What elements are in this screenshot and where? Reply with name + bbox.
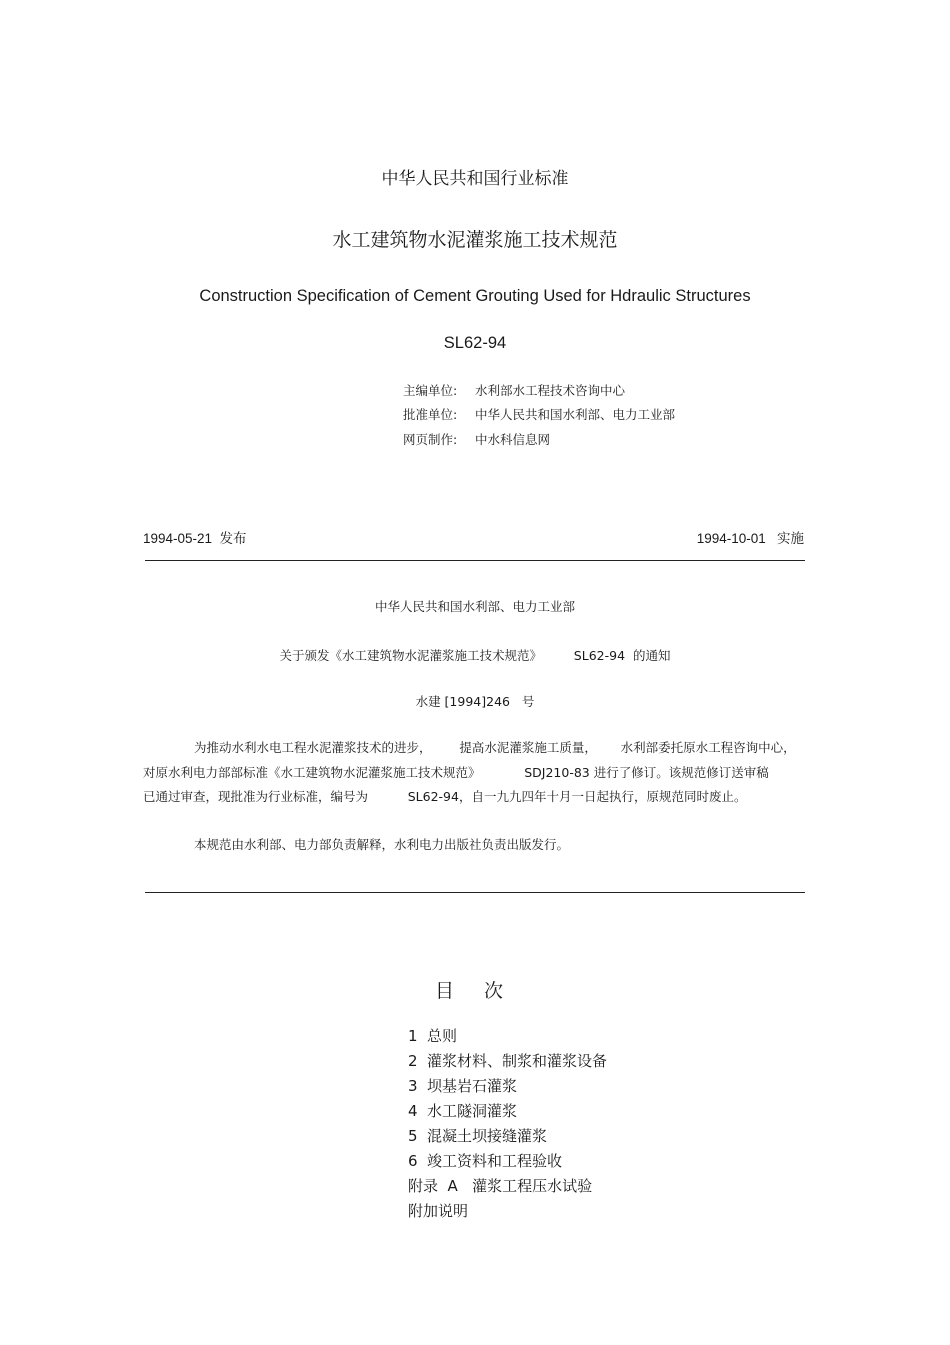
meta-label: 主编单位: <box>403 383 458 398</box>
meta-label: 批准单位: <box>403 407 458 422</box>
paragraph-line: 为推动水利水电工程水泥灌浆技术的进步， 提高水泥灌浆施工质量， 水利部委托原水工程咨询中心， <box>194 740 796 755</box>
effective-date: 1994-10-01 实施 <box>696 531 804 546</box>
toc-item-number: 2 <box>408 1052 418 1070</box>
toc-item-number: 4 <box>408 1102 418 1120</box>
paragraph-line: 对原水利电力部部标准《水工建筑物水泥灌浆施工技术规范》 SDJ210-83 进行了修订。该规范修订送审稿 <box>143 764 769 780</box>
meta-value: 水利部水工程技术咨询中心 <box>475 383 626 398</box>
table-of-contents <box>408 1024 607 1224</box>
paragraph-line: 已通过审查，现批准为行业标准，编号为 SL62-94，自一九九四年十月一日起执行，原规范同时废止。 <box>143 789 747 804</box>
notice-paragraph-1 <box>143 736 808 810</box>
divider-bottom <box>145 892 805 893</box>
meta-value: 中水科信息网 <box>475 432 551 447</box>
toc-item[interactable] <box>408 1074 607 1099</box>
toc-item[interactable] <box>408 1049 607 1074</box>
toc-item[interactable] <box>408 1124 607 1149</box>
toc-item-number: 5 <box>408 1127 418 1145</box>
divider-top <box>145 560 805 561</box>
toc-item-label: 水工隧洞灌浆 <box>427 1102 518 1120</box>
notice-paragraph-2 <box>143 833 808 858</box>
notice-subject: 关于颁发《水工建筑物水泥灌浆施工技术规范》 SL62-94 的通知 <box>279 648 671 663</box>
standard-category: 中华人民共和国行业标准 <box>381 169 569 189</box>
toc-item[interactable] <box>408 1149 607 1174</box>
meta-row-webpage <box>403 430 550 448</box>
paragraph-line: 本规范由水利部、电力部负责解释，水利电力出版社负责出版发行。 <box>194 837 570 852</box>
document-title-en: Construction Specification of Cement Grouting Used for Hdraulic Structures <box>199 287 751 305</box>
toc-item[interactable] <box>408 1024 607 1049</box>
toc-item-number: 1 <box>408 1027 418 1045</box>
meta-label: 网页制作: <box>403 432 458 447</box>
meta-row-approver <box>403 405 675 423</box>
toc-item-label: 坝基岩石灌浆 <box>427 1077 518 1095</box>
standard-code: SL62-94 <box>443 334 507 352</box>
toc-title: 目 次 <box>434 980 516 1002</box>
notice-issuer: 中华人民共和国水利部、电力工业部 <box>374 599 575 614</box>
toc-item-label: 总则 <box>427 1027 458 1045</box>
toc-item-label: 竣工资料和工程验收 <box>427 1152 563 1170</box>
toc-item-additional-notes[interactable]: 附加说明 <box>408 1202 469 1220</box>
issue-date: 1994-05-21 发布 <box>143 531 247 546</box>
toc-item-number: 6 <box>408 1152 418 1170</box>
document-title-cn: 水工建筑物水泥灌浆施工技术规范 <box>332 229 618 251</box>
toc-item-number: 3 <box>408 1077 418 1095</box>
toc-item-label: 灌浆材料、制浆和灌浆设备 <box>427 1052 608 1070</box>
toc-item-appendix[interactable]: 附录 A 灌浆工程压水试验 <box>408 1177 593 1195</box>
toc-item[interactable] <box>408 1099 607 1124</box>
meta-value: 中华人民共和国水利部、电力工业部 <box>475 407 676 422</box>
meta-row-editor <box>403 381 625 399</box>
toc-item-label: 混凝土坝接缝灌浆 <box>427 1127 548 1145</box>
notice-doc-number: 水建 [1994]246 号 <box>415 694 535 709</box>
